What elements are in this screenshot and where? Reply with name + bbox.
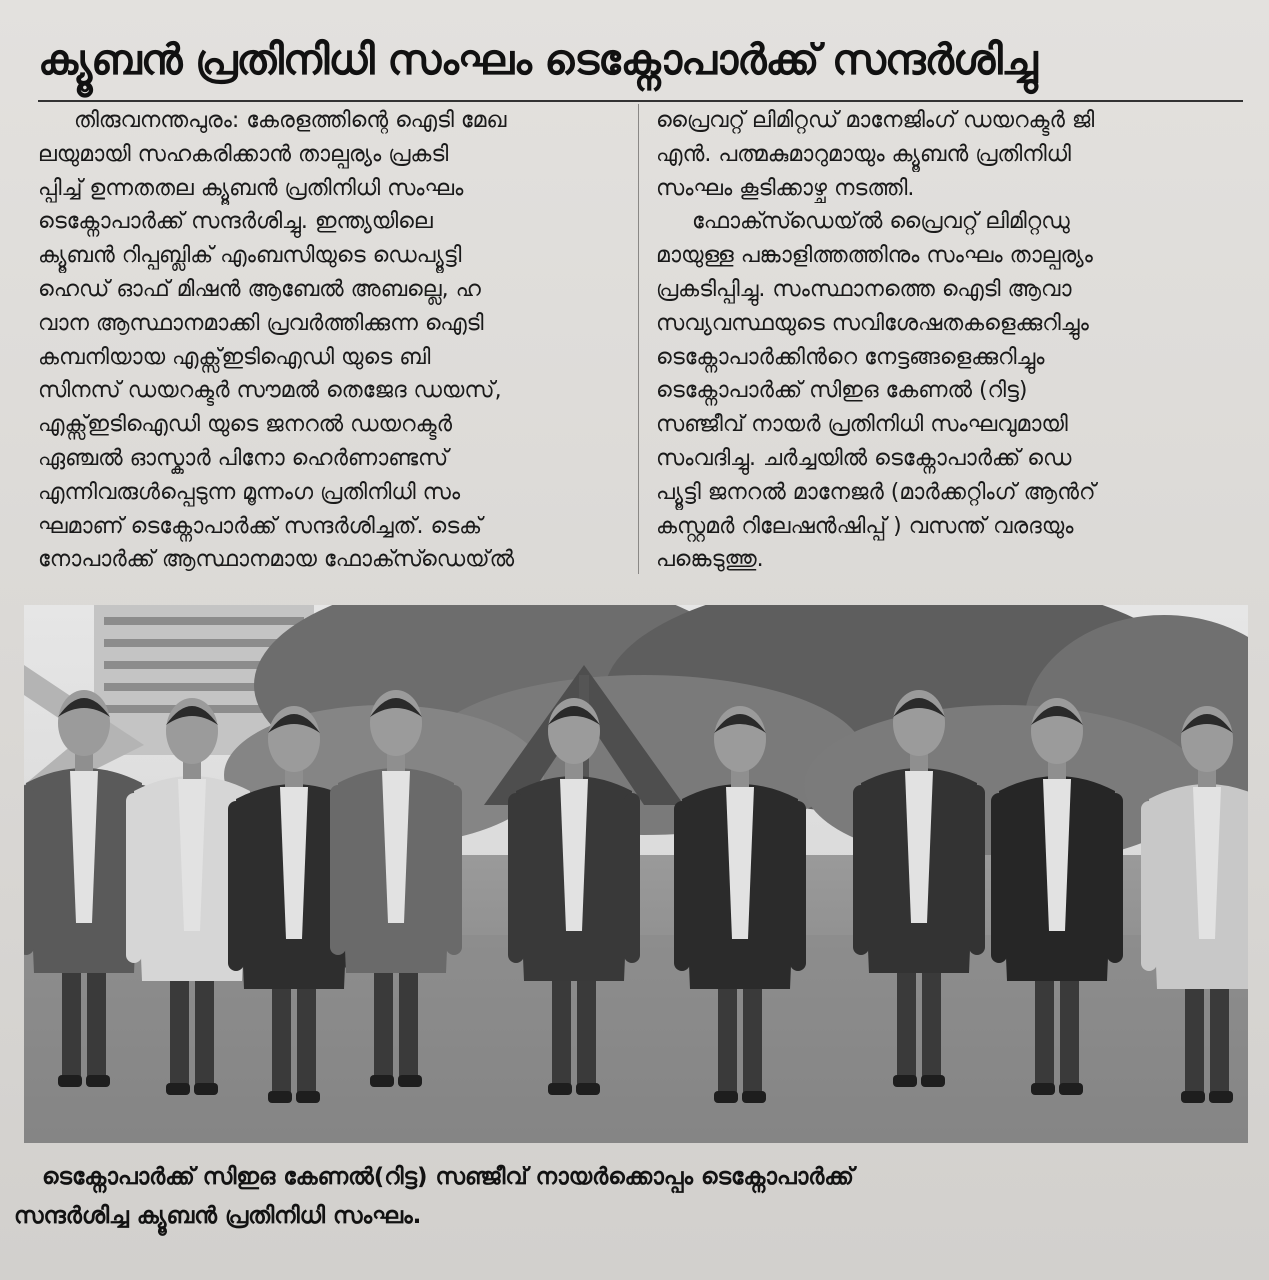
text-line: സഞ്ജീവ് നായർ പ്രതിനിധി സംഘവുമായി <box>656 412 1068 438</box>
article-column-right <box>656 104 1240 577</box>
photo-caption <box>14 1158 1254 1236</box>
text-line: പ്യൂട്ടി ജനറൽ മാനേജർ (മാർക്കറ്റിംഗ് ആൻറ് <box>656 479 1096 505</box>
text-line: പ്രൈവറ്റ് ലിമിറ്റഡ് മാനേജിംഗ് ഡയറക്ടർ ജി <box>656 108 1095 133</box>
headline: ക്യൂബൻ പ്രതിനിധി സംഘം ടെക്നോപാർക്ക് സന്ദർശിച്ചു <box>38 35 1037 84</box>
text-line: മായുള്ള പങ്കാളിത്തത്തിനും സംഘം താല്പര്യം <box>656 243 1093 269</box>
text-line: ഫോക്സ്ഡെയ്ൽ പ്രൈവറ്റ് ലിമിറ്റഡു <box>692 209 1070 235</box>
group-photo <box>24 605 1248 1143</box>
text-line: കമ്പനിയായ എക്സ്ഇടിഐഡി യുടെ ബി <box>38 344 431 370</box>
text-line: തിരുവനന്തപുരം: കേരളത്തിന്റെ ഐടി മേഖ <box>74 108 507 133</box>
group-photo-illustration <box>24 605 1248 1143</box>
text-line: എൻ. പത്മകുമാറുമായും ക്യൂബൻ പ്രതിനിധി <box>656 141 1071 167</box>
text-line: കസ്റ്റമർ റിലേഷൻഷിപ്പ് ) വസന്ത് വരദയും <box>656 513 1074 539</box>
text-line: ക്യൂബൻ റിപ്പബ്ലിക് എംബസിയുടെ ഡെപ്യൂട്ടി <box>38 243 462 269</box>
text-line: നോപാർക്ക് ആസ്ഥാനമായ ഫോക്സ്ഡെയ്ൽ <box>38 547 515 573</box>
text-line: വാന ആസ്ഥാനമാക്കി പ്രവർത്തിക്കുന്ന ഐടി <box>38 310 484 336</box>
text-line: ടെക്നോപാർക്ക് സിഇഒ കേണൽ (റിട്ട) <box>656 378 1028 404</box>
text-line: ലയുമായി സഹകരിക്കാൻ താല്പര്യം പ്രകടി <box>38 141 449 167</box>
text-line: പ്പിച്ച് ഉന്നതതല ക്യൂബൻ പ്രതിനിധി സംഘം <box>38 175 464 201</box>
caption-line: സന്ദർശിച്ച ക്യൂബൻ പ്രതിനിധി സംഘം. <box>14 1203 422 1229</box>
text-line: എന്നിവരുൾപ്പെടുന്ന മൂന്നംഗ പ്രതിനിധി സം <box>38 479 461 505</box>
column-divider <box>638 104 639 574</box>
article-column-left <box>38 104 622 577</box>
text-line: സവ്യവസ്ഥയുടെ സവിശേഷതകളെക്കുറിച്ചും <box>656 310 1089 336</box>
text-line: സംവദിച്ചു. ചർച്ചയിൽ ടെക്നോപാർക്ക് ഡെ <box>656 445 1072 471</box>
text-line: സിനസ് ഡയറക്ടർ സൗമൽ തെജേദ ഡയസ്, <box>38 378 502 404</box>
text-line: സംഘം കൂടിക്കാഴ്ച നടത്തി. <box>656 175 915 201</box>
text-line: ഘമാണ് ടെക്നോപാർക്ക് സന്ദർശിച്ചത്. ടെക് <box>38 513 483 539</box>
text-line: ടെക്നോപാർക്ക് സന്ദർശിച്ചു. ഇന്ത്യയിലെ <box>38 209 433 235</box>
text-line: ഹെഡ് ഓഫ് മിഷൻ ആബേൽ അബല്ലെ, ഹ <box>38 276 481 302</box>
caption-line: ടെക്നോപാർക്ക് സിഇഒ കേണൽ(റിട്ട) സഞ്ജീവ് നായർക്കൊപ്പം ടെക്നോപാർക്ക് <box>42 1164 854 1190</box>
headline-rule <box>38 100 1243 102</box>
text-line: ടെക്നോപാർക്കിൻറെ നേട്ടങ്ങളെക്കുറിച്ചും <box>656 344 1045 370</box>
text-line: പങ്കെടുത്തു. <box>656 547 764 573</box>
text-line: ഏഞ്ചൽ ഓസ്കാർ പിനോ ഹെർണാണ്ടസ് <box>38 445 449 471</box>
text-line: എക്സ്ഇടിഐഡി യുടെ ജനറൽ ഡയറക്ടർ <box>38 412 452 438</box>
text-line: പ്രകടിപ്പിച്ചു. സംസ്ഥാനത്തെ ഐടി ആവാ <box>656 276 1072 302</box>
